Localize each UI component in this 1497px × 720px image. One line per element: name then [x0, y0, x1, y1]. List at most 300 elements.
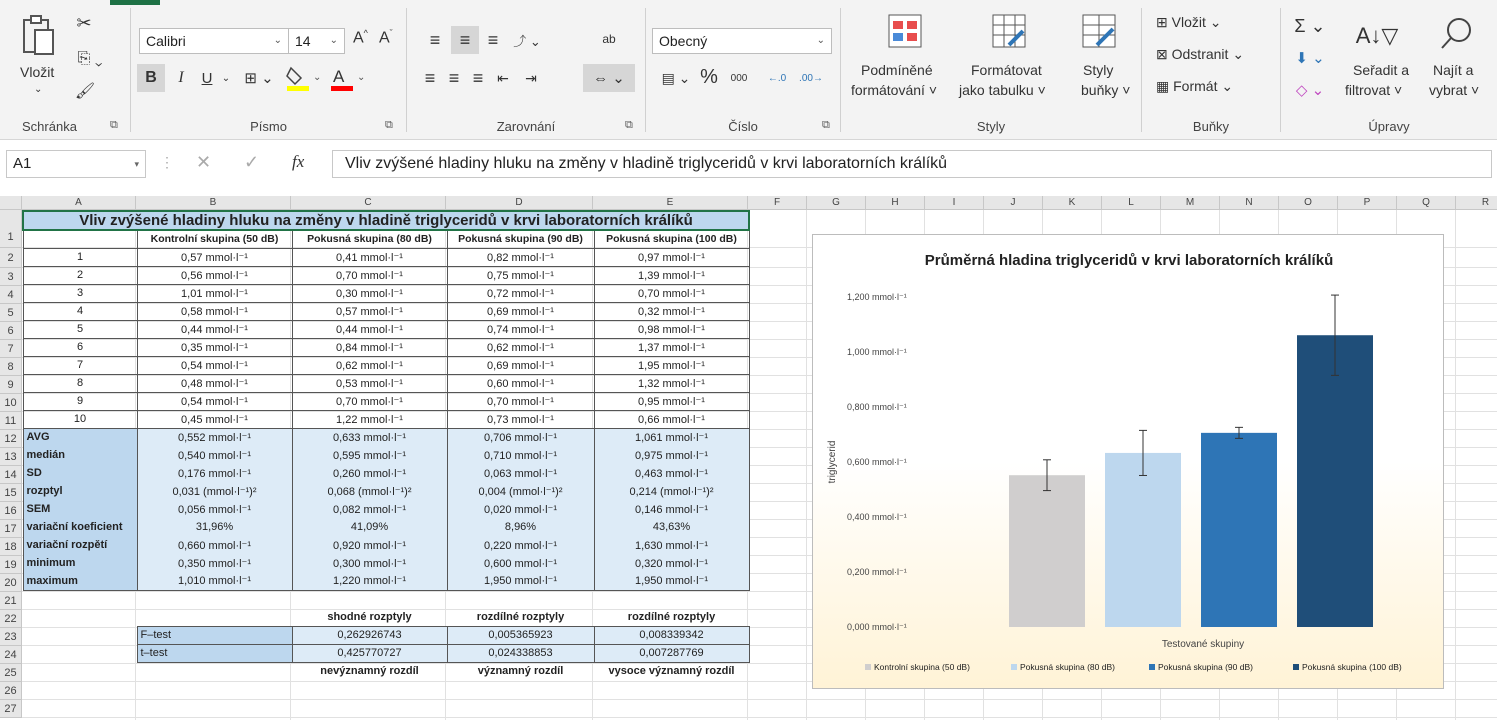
row-header[interactable]: 16 — [0, 502, 22, 520]
stats-value[interactable]: 0,463 mmol·l⁻¹ — [594, 464, 749, 482]
test-value[interactable]: 0,024338853 — [447, 644, 594, 662]
font-color-icon[interactable] — [327, 62, 367, 92]
font-group-label: Písmo — [250, 119, 287, 134]
stats-value[interactable]: 41,09% — [292, 518, 447, 536]
stats-value[interactable]: 0,920 mmol·l⁻¹ — [292, 536, 447, 554]
table-cell[interactable]: 0,44 mmol·l⁻¹ — [137, 320, 292, 338]
test-row — [23, 644, 749, 662]
row-header[interactable]: 20 — [0, 574, 22, 592]
row-index-cell[interactable]: 1 — [23, 248, 137, 266]
bold-button[interactable]: B — [137, 64, 165, 92]
conditional-formatting-label-2[interactable]: formátování ˅ — [851, 82, 937, 98]
align-center-icon[interactable]: ≡ — [448, 67, 460, 88]
table-cell[interactable]: 0,62 mmol·l⁻¹ — [447, 338, 594, 356]
test-result-row — [23, 662, 749, 680]
format-painter-icon[interactable]: 🖌 — [74, 83, 96, 100]
editing-group-label: Úpravy — [1368, 119, 1410, 134]
stats-label[interactable]: rozptyl — [23, 482, 137, 500]
stats-value[interactable]: 1,220 mmol·l⁻¹ — [292, 572, 447, 590]
font-size-select[interactable] — [289, 28, 345, 54]
table-cell[interactable]: 0,70 mmol·l⁻¹ — [292, 392, 447, 410]
row-index-cell[interactable]: 2 — [23, 266, 137, 284]
stats-value[interactable]: 31,96% — [137, 518, 292, 536]
alignment-group-label: Zarovnání — [496, 119, 556, 134]
sort-filter-icon[interactable]: A↓▽ — [1355, 23, 1399, 48]
format-as-table-icon[interactable] — [989, 10, 1029, 52]
underline-button[interactable]: U — [201, 69, 213, 87]
table-cell[interactable]: 0,54 mmol·l⁻¹ — [137, 356, 292, 374]
stats-value[interactable]: 8,96% — [447, 518, 594, 536]
cell-styles-icon[interactable] — [1079, 10, 1119, 52]
table-cell[interactable]: 0,75 mmol·l⁻¹ — [447, 266, 594, 284]
row-header[interactable]: 1 — [0, 210, 22, 248]
empty-cell[interactable] — [23, 626, 137, 644]
column-header[interactable]: A — [22, 196, 136, 210]
test-value[interactable]: 0,262926743 — [292, 626, 447, 644]
stats-label[interactable]: medián — [23, 446, 137, 464]
paste-dropdown-icon[interactable]: ⌄ — [34, 84, 43, 95]
table-row — [23, 410, 749, 428]
number-group — [646, 0, 840, 140]
column-header[interactable]: M — [1161, 196, 1220, 210]
stats-value[interactable]: 0,146 mmol·l⁻¹ — [594, 500, 749, 518]
table-header[interactable]: Pokusná skupina (100 dB) — [594, 230, 749, 248]
format-cells-button[interactable]: ▦ Formát ⌄ — [1156, 78, 1234, 94]
table-header[interactable]: Pokusná skupina (90 dB) — [447, 230, 594, 248]
alignment-launcher-icon[interactable]: ⧉ — [625, 119, 633, 131]
table-cell[interactable]: 0,54 mmol·l⁻¹ — [137, 392, 292, 410]
column-header[interactable]: N — [1220, 196, 1279, 210]
table-cell[interactable]: 0,56 mmol·l⁻¹ — [137, 266, 292, 284]
grow-font-icon[interactable]: A^ — [353, 28, 368, 47]
delete-cells-button[interactable]: ⊠ Odstranit ⌄ — [1156, 46, 1245, 62]
blank-row — [23, 590, 749, 608]
table-cell[interactable]: 0,53 mmol·l⁻¹ — [292, 374, 447, 392]
row-header[interactable]: 23 — [0, 628, 22, 646]
test-value[interactable]: 0,008339342 — [594, 626, 749, 644]
sort-filter-label[interactable]: Seřadit a — [1353, 62, 1410, 78]
empty-cell[interactable] — [447, 590, 594, 608]
y-tick-label: 0,200 mmol·l⁻¹ — [847, 567, 907, 577]
table-cell[interactable]: 1,95 mmol·l⁻¹ — [594, 356, 749, 374]
chevron-down-icon: ⌄ — [273, 35, 282, 46]
insert-function-icon[interactable]: fx — [292, 152, 305, 171]
column-header[interactable]: K — [1043, 196, 1102, 210]
stats-label[interactable]: minimum — [23, 554, 137, 572]
autosum-icon[interactable]: Σ ⌄ — [1294, 15, 1326, 36]
table-cell[interactable]: 1,39 mmol·l⁻¹ — [594, 266, 749, 284]
editing-group — [1281, 0, 1497, 140]
column-header[interactable]: G — [807, 196, 866, 210]
formula-bar — [0, 140, 1497, 186]
stats-value[interactable]: 0,176 mmol·l⁻¹ — [137, 464, 292, 482]
column-header[interactable]: H — [866, 196, 925, 210]
table-cell[interactable]: 0,69 mmol·l⁻¹ — [447, 356, 594, 374]
chart-bar — [1297, 335, 1373, 627]
row-header[interactable]: 12 — [0, 430, 22, 448]
stats-value[interactable]: 0,600 mmol·l⁻¹ — [447, 554, 594, 572]
stats-value[interactable]: 0,710 mmol·l⁻¹ — [447, 446, 594, 464]
table-cell[interactable]: 0,66 mmol·l⁻¹ — [594, 410, 749, 428]
column-header[interactable]: B — [136, 196, 291, 210]
test-label[interactable]: t–test — [137, 644, 292, 662]
stats-value[interactable]: 1,630 mmol·l⁻¹ — [594, 536, 749, 554]
row-header[interactable]: 3 — [0, 268, 22, 286]
column-header[interactable]: P — [1338, 196, 1397, 210]
empty-cell[interactable] — [23, 608, 137, 626]
conditional-formatting-label[interactable]: Podmíněné — [861, 62, 933, 78]
table-cell[interactable]: 0,98 mmol·l⁻¹ — [594, 320, 749, 338]
legend-swatch — [1293, 664, 1299, 670]
stats-value[interactable]: 0,595 mmol·l⁻¹ — [292, 446, 447, 464]
cut-icon[interactable]: ✂ — [76, 12, 92, 33]
legend-label: Pokusná skupina (100 dB) — [1302, 662, 1402, 672]
clipboard-launcher-icon[interactable]: ⧉ — [110, 119, 118, 131]
row-header[interactable]: 15 — [0, 484, 22, 502]
table-cell[interactable]: 0,70 mmol·l⁻¹ — [594, 284, 749, 302]
empty-cell[interactable] — [23, 662, 137, 680]
stats-value[interactable]: 0,082 mmol·l⁻¹ — [292, 500, 447, 518]
percent-style-button[interactable]: % — [700, 65, 718, 88]
table-row — [23, 338, 749, 356]
formula-input[interactable]: Vliv zvýšené hladiny hluku na změny v hladině triglyceridů v krvi laboratorních králíků — [332, 150, 1492, 178]
stats-row — [23, 428, 749, 446]
format-cells-label: Formát — [1173, 78, 1218, 94]
stats-value[interactable]: 1,010 mmol·l⁻¹ — [137, 572, 292, 590]
orientation-icon[interactable]: ⤴ ⌄ — [513, 33, 541, 49]
table-row — [23, 356, 749, 374]
row-index-cell[interactable]: 10 — [23, 410, 137, 428]
stats-row — [23, 464, 749, 482]
row-header[interactable]: 6 — [0, 322, 22, 340]
row-header[interactable]: 4 — [0, 286, 22, 304]
chevron-down-icon: ▾ — [134, 159, 139, 169]
format-as-table-label[interactable]: Formátovat — [971, 62, 1042, 78]
row-header[interactable]: 8 — [0, 358, 22, 376]
find-select-label-2[interactable]: vybrat ˅ — [1429, 82, 1480, 98]
ribbon — [0, 0, 1497, 140]
column-header[interactable]: R — [1456, 196, 1497, 210]
stats-value[interactable]: 0,004 (mmol·l⁻¹)² — [447, 482, 594, 500]
empty-cell[interactable] — [292, 590, 447, 608]
stats-label[interactable]: AVG — [23, 428, 137, 446]
chart-title: Průměrná hladina triglyceridů v krvi laboratorních králíků — [924, 252, 1334, 269]
table-cell[interactable]: 0,97 mmol·l⁻¹ — [594, 248, 749, 266]
stats-value[interactable]: 0,063 mmol·l⁻¹ — [447, 464, 594, 482]
stats-value[interactable]: 0,350 mmol·l⁻¹ — [137, 554, 292, 572]
stats-value[interactable]: 0,633 mmol·l⁻¹ — [292, 428, 447, 446]
column-header[interactable]: J — [984, 196, 1043, 210]
table-cell[interactable]: 0,72 mmol·l⁻¹ — [447, 284, 594, 302]
stats-value[interactable]: 1,061 mmol·l⁻¹ — [594, 428, 749, 446]
stats-label[interactable]: SEM — [23, 500, 137, 518]
chevron-down-icon: ⌄ — [329, 35, 338, 46]
stats-label[interactable]: variační rozpětí — [23, 536, 137, 554]
stats-label[interactable]: SD — [23, 464, 137, 482]
merge-center-icon[interactable]: ⇔ ⌄ — [583, 64, 635, 92]
insert-cells-label: Vložit — [1171, 14, 1206, 30]
align-left-icon[interactable]: ≡ — [424, 67, 436, 88]
stats-value[interactable]: 0,068 (mmol·l⁻¹)² — [292, 482, 447, 500]
shrink-font-icon[interactable]: $A^ˇ$ — [379, 28, 393, 47]
legend-label: Pokusná skupina (90 dB) — [1158, 662, 1253, 672]
test-result[interactable]: nevýznamný rozdíl — [320, 665, 419, 678]
stats-value[interactable]: 0,706 mmol·l⁻¹ — [447, 428, 594, 446]
table-cell[interactable]: 0,35 mmol·l⁻¹ — [137, 338, 292, 356]
stats-value[interactable]: 0,540 mmol·l⁻¹ — [137, 446, 292, 464]
chart-canvas — [813, 235, 1445, 690]
stats-value[interactable]: 0,214 (mmol·l⁻¹)² — [594, 482, 749, 500]
number-format-value: Obecný — [659, 33, 708, 49]
stats-value[interactable]: 0,300 mmol·l⁻¹ — [292, 554, 447, 572]
chevron-down-icon: ⌄ — [816, 35, 825, 46]
table-header-row — [23, 230, 749, 248]
stats-value[interactable]: 1,950 mmol·l⁻¹ — [447, 572, 594, 590]
font-group — [131, 0, 406, 140]
stats-row — [23, 554, 749, 572]
chevron-down-icon[interactable]: ⌄ — [221, 72, 231, 84]
test-label[interactable]: F–test — [137, 626, 292, 644]
align-top-icon[interactable]: ≡ — [429, 29, 441, 50]
font-launcher-icon[interactable]: ⧉ — [385, 119, 393, 131]
chart-bar — [1201, 433, 1277, 627]
column-header[interactable]: F — [748, 196, 807, 210]
row-header[interactable]: 26 — [0, 682, 22, 700]
find-select-icon[interactable] — [1437, 14, 1477, 54]
column-header[interactable]: Q — [1397, 196, 1456, 210]
table-cell[interactable]: 1,22 mmol·l⁻¹ — [292, 410, 447, 428]
stats-row — [23, 446, 749, 464]
paste-label[interactable]: Vložit — [20, 64, 55, 80]
cells-group — [1142, 0, 1280, 140]
row-index-cell[interactable]: 3 — [23, 284, 137, 302]
row-header[interactable]: 24 — [0, 646, 22, 664]
align-bottom-icon[interactable]: ≡ — [487, 29, 499, 50]
row-header[interactable]: 11 — [0, 412, 22, 430]
stats-row — [23, 482, 749, 500]
table-cell[interactable]: 0,73 mmol·l⁻¹ — [447, 410, 594, 428]
stats-value[interactable]: 0,660 mmol·l⁻¹ — [137, 536, 292, 554]
cells-group-label: Buňky — [1192, 119, 1230, 134]
stats-row — [23, 518, 749, 536]
table-cell[interactable]: 0,57 mmol·l⁻¹ — [137, 248, 292, 266]
table-cell[interactable]: 0,82 mmol·l⁻¹ — [447, 248, 594, 266]
row-header[interactable]: 19 — [0, 556, 22, 574]
table-row — [23, 302, 749, 320]
table-cell[interactable]: 0,60 mmol·l⁻¹ — [447, 374, 594, 392]
select-all-corner[interactable] — [0, 196, 22, 210]
empty-cell[interactable] — [137, 590, 292, 608]
legend-label: Kontrolní skupina (50 dB) — [874, 662, 970, 672]
alignment-group — [407, 0, 645, 140]
table-row — [23, 374, 749, 392]
stats-value[interactable]: 0,220 mmol·l⁻¹ — [447, 536, 594, 554]
copy-icon[interactable]: ⎘ ⌄ — [77, 50, 103, 67]
cell-styles-label-2[interactable]: buňky ˅ — [1081, 82, 1131, 98]
row-header[interactable]: 13 — [0, 448, 22, 466]
accounting-format-icon[interactable]: ▤ ⌄ — [661, 69, 691, 86]
fill-color-icon[interactable] — [283, 62, 323, 92]
table-cell[interactable]: 0,95 mmol·l⁻¹ — [594, 392, 749, 410]
row-index-cell[interactable]: 4 — [23, 302, 137, 320]
italic-button[interactable]: I — [178, 69, 184, 86]
format-as-table-label-2[interactable]: jako tabulku ˅ — [959, 82, 1046, 98]
table-cell[interactable]: 0,70 mmol·l⁻¹ — [447, 392, 594, 410]
row-header[interactable]: 18 — [0, 538, 22, 556]
table-cell[interactable]: 0,69 mmol·l⁻¹ — [447, 302, 594, 320]
empty-cell[interactable] — [137, 662, 292, 680]
decrease-indent-icon[interactable]: ⇤ — [497, 69, 509, 86]
font-size-value: 14 — [295, 33, 311, 49]
test-header[interactable]: rozdílné rozptyly — [627, 610, 716, 623]
row-header[interactable]: 21 — [0, 592, 22, 610]
number-format-select[interactable] — [652, 28, 832, 54]
wrap-text-icon[interactable] — [595, 22, 623, 56]
font-name-select[interactable] — [139, 28, 289, 54]
table-cell[interactable]: 1,01 mmol·l⁻¹ — [137, 284, 292, 302]
table-header-blank[interactable] — [23, 230, 137, 248]
test-header[interactable]: rozdílné rozptyly — [476, 610, 565, 623]
number-launcher-icon[interactable]: ⧉ — [822, 119, 830, 131]
column-header[interactable]: E — [593, 196, 748, 210]
stats-value[interactable]: 0,975 mmol·l⁻¹ — [594, 446, 749, 464]
font-name-value: Calibri — [146, 33, 186, 49]
empty-cell[interactable] — [594, 590, 749, 608]
y-tick-label: 0,400 mmol·l⁻¹ — [847, 512, 907, 522]
row-header[interactable]: 22 — [0, 610, 22, 628]
stats-value[interactable]: 43,63% — [594, 518, 749, 536]
row-header[interactable]: 7 — [0, 340, 22, 358]
table-title-row — [23, 211, 749, 230]
table-cell[interactable]: 0,48 mmol·l⁻¹ — [137, 374, 292, 392]
column-header[interactable]: D — [446, 196, 593, 210]
empty-cell[interactable] — [23, 644, 137, 662]
paste-icon[interactable] — [18, 14, 58, 58]
chart-bar — [1105, 453, 1181, 627]
stats-label[interactable]: variační koeficient — [23, 518, 137, 536]
clear-icon[interactable]: ◇ ⌄ — [1295, 82, 1325, 99]
stats-row — [23, 500, 749, 518]
table-cell[interactable]: 0,44 mmol·l⁻¹ — [292, 320, 447, 338]
row-header[interactable]: 25 — [0, 664, 22, 682]
stats-value[interactable]: 1,950 mmol·l⁻¹ — [594, 572, 749, 590]
table-cell[interactable]: 0,74 mmol·l⁻¹ — [447, 320, 594, 338]
decrease-decimal-icon[interactable]: .00→ — [799, 72, 823, 84]
row-index-cell[interactable]: 6 — [23, 338, 137, 356]
column-header[interactable]: O — [1279, 196, 1338, 210]
fill-icon[interactable]: ⬇ ⌄ — [1295, 50, 1325, 67]
stats-label[interactable]: maximum — [23, 572, 137, 590]
table-header[interactable]: Kontrolní skupina (50 dB) — [137, 230, 292, 248]
y-tick-label: 0,800 mmol·l⁻¹ — [847, 402, 907, 412]
row-index-cell[interactable]: 7 — [23, 356, 137, 374]
comma-style-button[interactable]: 000 — [730, 72, 748, 84]
test-row — [23, 626, 749, 644]
row-header[interactable]: 17 — [0, 520, 22, 538]
borders-icon[interactable]: ⊞ ⌄ — [244, 70, 274, 87]
column-header[interactable]: L — [1102, 196, 1161, 210]
stats-value[interactable]: 0,020 mmol·l⁻¹ — [447, 500, 594, 518]
row-index-cell[interactable]: 8 — [23, 374, 137, 392]
stats-value[interactable]: 0,552 mmol·l⁻¹ — [137, 428, 292, 446]
table-header[interactable]: Pokusná skupina (80 dB) — [292, 230, 447, 248]
stats-value[interactable]: 0,056 mmol·l⁻¹ — [137, 500, 292, 518]
table-row — [23, 392, 749, 410]
test-result[interactable]: významný rozdíl — [477, 665, 564, 678]
cell-styles-label[interactable]: Styly — [1083, 62, 1114, 78]
styles-group — [841, 0, 1141, 140]
row-header[interactable]: 14 — [0, 466, 22, 484]
clipboard-group-label: Schránka — [22, 119, 77, 134]
test-result[interactable]: vysoce významný rozdíl — [608, 665, 735, 678]
table-cell[interactable]: 0,58 mmol·l⁻¹ — [137, 302, 292, 320]
svg-text:A: A — [333, 67, 345, 86]
table-cell[interactable]: 0,84 mmol·l⁻¹ — [292, 338, 447, 356]
table-row — [23, 266, 749, 284]
row-header[interactable]: 27 — [0, 700, 22, 718]
table-title[interactable]: Vliv zvýšené hladiny hluku na změny v hladině triglyceridů v krvi laboratorních králíků — [23, 211, 749, 230]
table-cell[interactable]: 0,57 mmol·l⁻¹ — [292, 302, 447, 320]
enter-icon[interactable]: ✓ — [244, 152, 260, 172]
align-right-icon[interactable]: ≡ — [472, 67, 484, 88]
y-axis-label: triglycerid — [827, 440, 838, 484]
column-header[interactable]: C — [291, 196, 446, 210]
stats-value[interactable]: 0,260 mmol·l⁻¹ — [292, 464, 447, 482]
test-value[interactable]: 0,005365923 — [447, 626, 594, 644]
stats-value[interactable]: 0,320 mmol·l⁻¹ — [594, 554, 749, 572]
bar-chart[interactable] — [812, 234, 1444, 689]
test-value[interactable]: 0,007287769 — [594, 644, 749, 662]
empty-cell[interactable] — [137, 608, 292, 626]
row-index-cell[interactable]: 5 — [23, 320, 137, 338]
insert-cells-button[interactable]: ⊞ Vložit ⌄ — [1156, 14, 1222, 30]
table-cell[interactable]: 1,37 mmol·l⁻¹ — [594, 338, 749, 356]
row-header[interactable]: 5 — [0, 304, 22, 322]
find-select-label[interactable]: Najít a — [1433, 62, 1474, 78]
test-header[interactable]: shodné rozptyly — [327, 610, 412, 623]
cancel-icon[interactable]: ✕ — [196, 152, 212, 172]
legend-label: Pokusná skupina (80 dB) — [1020, 662, 1115, 672]
column-header[interactable]: I — [925, 196, 984, 210]
sort-filter-label-2[interactable]: filtrovat ˅ — [1345, 82, 1403, 98]
table-cell[interactable]: 0,45 mmol·l⁻¹ — [137, 410, 292, 428]
table-cell[interactable]: 1,32 mmol·l⁻¹ — [594, 374, 749, 392]
align-middle-icon[interactable]: ≡ — [451, 26, 479, 54]
legend-swatch — [865, 664, 871, 670]
test-value[interactable]: 0,425770727 — [292, 644, 447, 662]
name-box[interactable] — [6, 150, 146, 178]
table-cell[interactable]: 0,70 mmol·l⁻¹ — [292, 266, 447, 284]
number-group-label: Číslo — [728, 119, 758, 134]
wrap-text-label: ab — [602, 32, 616, 46]
table-cell[interactable]: 0,41 mmol·l⁻¹ — [292, 248, 447, 266]
row-header[interactable]: 2 — [0, 248, 22, 268]
stats-value[interactable]: 0,031 (mmol·l⁻¹)² — [137, 482, 292, 500]
row-index-cell[interactable]: 9 — [23, 392, 137, 410]
row-header[interactable]: 9 — [0, 376, 22, 394]
table-cell[interactable]: 0,62 mmol·l⁻¹ — [292, 356, 447, 374]
increase-indent-icon[interactable]: ⇥ — [525, 69, 537, 86]
increase-decimal-icon[interactable]: ←.0 — [767, 72, 787, 84]
table-row — [23, 284, 749, 302]
table-cell[interactable]: 0,32 mmol·l⁻¹ — [594, 302, 749, 320]
table-cell[interactable]: 0,30 mmol·l⁻¹ — [292, 284, 447, 302]
stats-row — [23, 536, 749, 554]
empty-cell[interactable] — [23, 590, 137, 608]
clipboard-group — [0, 0, 130, 140]
conditional-formatting-icon[interactable] — [885, 10, 925, 52]
row-header[interactable]: 10 — [0, 394, 22, 412]
